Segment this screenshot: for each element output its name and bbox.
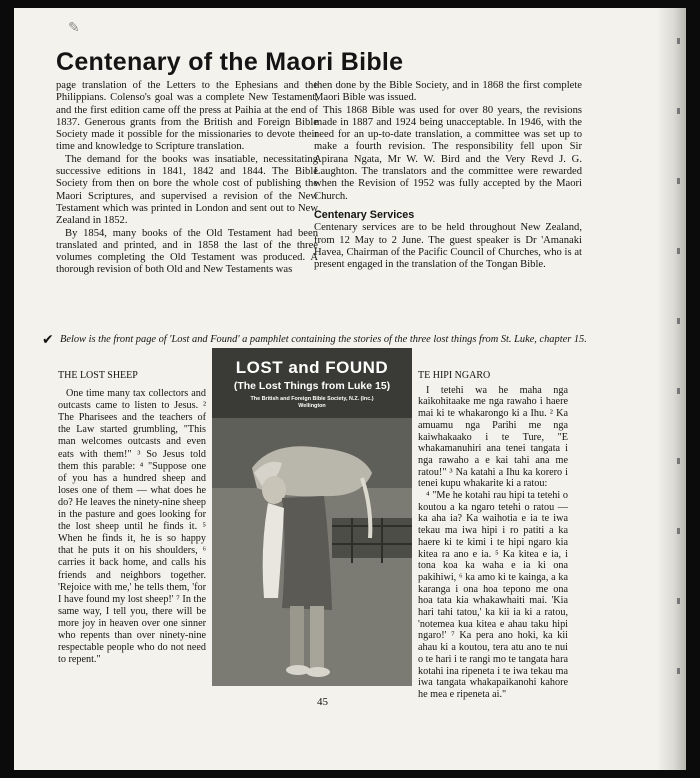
paragraph: By 1854, many books of the Old Testament had been translated and printed, and in 1858 the last of the three volumes completing the Old Testament was produced. A thorough revision of both Old and New Testaments was bbox=[56, 227, 318, 276]
image-caption: Below is the front page of 'Lost and Found' a pamphlet containing the stories of the three lost things from St. Luke, chapter 15. bbox=[60, 334, 587, 345]
page-binding-edge bbox=[656, 8, 686, 770]
section-heading: Centenary Services bbox=[314, 208, 415, 221]
page-number: 45 bbox=[317, 696, 328, 708]
paragraph: page translation of the Letters to the Ephesians and the Philippians. Colenso's goal was a complete New Testament, and the first edition came off the press at Paihia at the end of 1837. Generous grants from the British and Foreign Bible Society made it possible for the missionaries to devote their time and knowledge to Scripture translation. bbox=[56, 80, 318, 153]
pamphlet-publisher bbox=[212, 396, 412, 410]
paragraph: The demand for the books was insatiable, necessitating successive editions in 1841, 1842 and 1844. The Bible Society from then on bore the whole cost of publishing the Maori Scriptures, and supervised a revision of the New Testament which was printed in London and sent out to New Zealand in 1852. bbox=[56, 153, 318, 227]
pamphlet-subtitle: (The Lost Things from Luke 15) bbox=[233, 380, 391, 392]
paragraph: I tetehi wa he maha nga kaikohitaake me nga rawaho i haere mai ki te whakarongo ki a Ihu. ² Ka amuamu nga Parihi me nga kaiwhakaako i te Ture, "E whakamanuhiri ana tenei tangata i nga rawaho a e kai tahi ana me ratou!" ³ Na katahi a Ihu ka korero i tenei kupu whakarite ki a ratou: bbox=[418, 384, 568, 490]
pencil-mark-icon: ✎ bbox=[68, 20, 80, 36]
section-heading: TE HIPI NGARO bbox=[418, 370, 491, 381]
pamphlet-cover-image bbox=[212, 348, 412, 686]
publisher-name: The British and Foreign Bible Society, N.Z. (Inc.) bbox=[250, 396, 374, 402]
paragraph: This 1868 Bible was used for over 80 years, the revisions made in 1887 and 1924 being unacceptable. In 1946, with the need for an up-to-date translation, a committee was set up to make a fourth revision. The responsibility fell upon Sir Apirana Ngata, Mr W. W. Bird and the Very Revd J. G. Laughton. The translators and the committee were rewarded when the Revision of 1952 was fully accepted by the Maori Church. bbox=[314, 104, 582, 202]
section-heading: THE LOST SHEEP bbox=[58, 370, 138, 381]
paragraph: One time many tax collectors and outcasts came to listen to Jesus. ² The Pharisees and the teachers of the Law started grumbling, "This man welcomes outcasts and even eats with them!" ³ So Jesus told them this parable: ⁴ "Suppose one of you has a hundred sheep and loses one of them — what does he do? He leaves the ninety-nine sheep in the pasture and goes looking for the lost sheep until he finds it. ⁵ When he finds it, he is so happy that he puts it on his shoulders, ⁶ carries it back home, and calls his friends and neighbors together. 'Rejoice with me,' he tells them, 'for I have found my lost sheep!' ⁷ In the same way, I tell you, there will be more joy in heaven over one sinner who repents than over ninety-nine respectable people who do not need to repent." bbox=[58, 388, 206, 666]
paragraph: then done by the Bible Society, and in 1868 the first complete Maori Bible was issued. bbox=[314, 80, 582, 104]
paragraph: ⁴ "Me he kotahi rau hipi ta tetehi o koutou a ka ngaro tetehi o ratou — ka aha ia? Ka waihotia e ia te iwa tekau ma iwa hipi i ro patiti a ka haere ki te kimi i te hipi ngaro kia kitea ra ano e ia. ⁵ Ka kitea e ia, i tona koa ka waha e ia ki ona pakihiwi, ⁶ ka amo ki te kainga, a ka karanga i ona hoa tepono me ona hoa tata kia whakawhaiti mai. 'Kia hari tahi tatou,' ka kii ia ki a ratou, 'notemea kua kitea e ahau taku hipi ngaro!' ⁷ Ka pera ano hoki, ka kii ahau ki a koutou, tera atu ano te nui o te hari i te rangi mo te tangata hara kotahi ina ripeneta i te iwa tekau ma iwa tangata whakapaikanohi kahore he mea e ripeneta ai." bbox=[418, 490, 568, 700]
article-column-right bbox=[314, 80, 582, 271]
document-page bbox=[14, 8, 686, 770]
checkmark-icon: ✔ bbox=[42, 332, 54, 348]
lost-sheep-column bbox=[58, 370, 206, 666]
pamphlet-title: LOST and FOUND bbox=[235, 358, 389, 377]
publisher-city: Wellington bbox=[298, 403, 326, 409]
article-column-left bbox=[56, 80, 318, 277]
article-title: Centenary of the Maori Bible bbox=[56, 48, 404, 76]
maori-text-column bbox=[418, 370, 568, 701]
paragraph: Centenary services are to be held throughout New Zealand, from 12 May to 2 June. The guest speaker is Dr 'Amanaki Havea, Chairman of the Pacific Council of Churches, who is at present engaged in the translation of the Tongan Bible. bbox=[314, 222, 582, 271]
